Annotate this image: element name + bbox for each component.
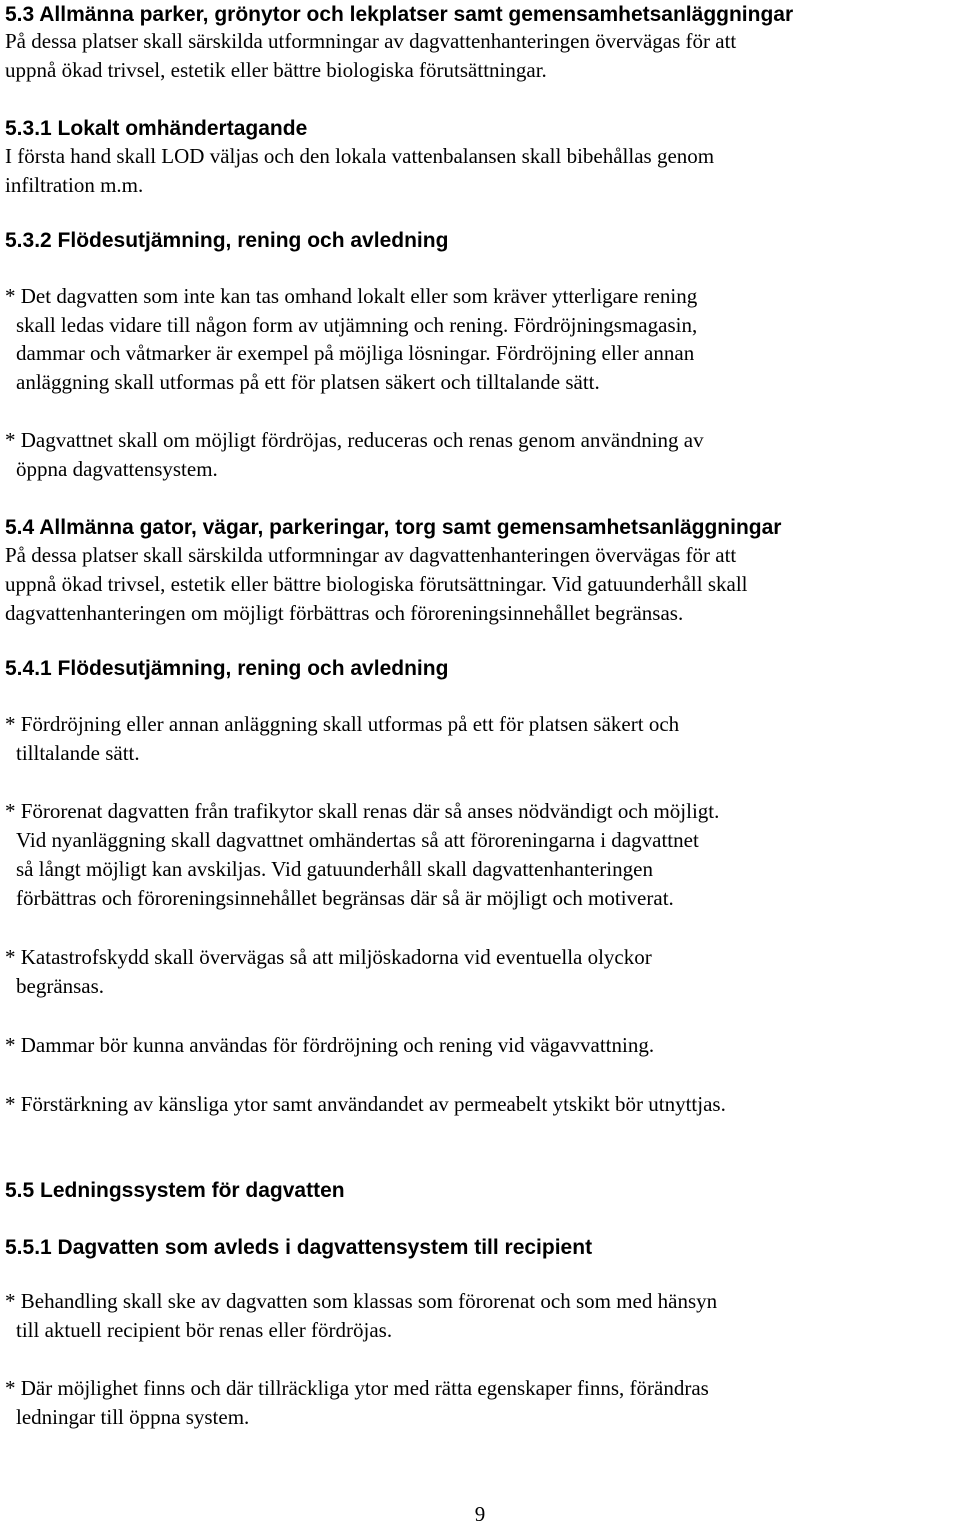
bullet-line: till aktuell recipient bör renas eller fördröjas. [16, 1318, 393, 1342]
bullet-line: dammar och våtmarker är exempel på möjliga lösningar. Fördröjning eller annan [16, 341, 695, 365]
paragraph-line: uppnå ökad trivsel, estetik eller bättre biologiska förutsättningar. Vid gatuunderhåll skall [5, 572, 748, 596]
bullet-line: förbättras och föroreningsinnehållet begränsas där så är möjligt och motiverat. [16, 886, 674, 910]
bullet-line: * Dammar bör kunna användas för fördröjning och rening vid vägavvattning. [5, 1033, 655, 1057]
paragraph-line: infiltration m.m. [5, 173, 144, 197]
paragraph-line: uppnå ökad trivsel, estetik eller bättre biologiska förutsättningar. [5, 58, 547, 82]
bullet-line: * Fördröjning eller annan anläggning skall utformas på ett för platsen säkert och [5, 712, 680, 736]
bullet-line: * Förstärkning av känsliga ytor samt användandet av permeabelt ytskikt bör utnyttjas. [5, 1092, 726, 1116]
paragraph-line: På dessa platser skall särskilda utformningar av dagvattenhanteringen övervägas för att [5, 29, 737, 53]
bullet-line: * Dagvattnet skall om möjligt fördröjas, reduceras och renas genom användning av [5, 428, 704, 452]
bullet-line: ledningar till öppna system. [16, 1405, 250, 1429]
bullet-line: Vid nyanläggning skall dagvattnet omhändertas så att föroreningarna i dagvattnet [16, 828, 699, 852]
bullet-line: * Katastrofskydd skall övervägas så att miljöskadorna vid eventuella olyckor [5, 945, 652, 969]
bullet-line: * Där möjlighet finns och där tillräckliga ytor med rätta egenskaper finns, förändras [5, 1376, 709, 1400]
bullet-line: öppna dagvattensystem. [16, 457, 218, 481]
section-5-4-1-heading: 5.4.1 Flödesutjämning, rening och avledning [5, 657, 449, 680]
bullet-line: * Förorenat dagvatten från trafikytor skall renas där så anses nödvändigt och möjligt. [5, 799, 720, 823]
section-5-3-1-heading: 5.3.1 Lokalt omhändertagande [5, 117, 308, 140]
bullet-line: tilltalande sätt. [16, 741, 140, 765]
page-number: 9 [474, 1502, 486, 1526]
bullet-line: * Det dagvatten som inte kan tas omhand lokalt eller som kräver ytterligare rening [5, 284, 698, 308]
section-5-5-1-heading: 5.5.1 Dagvatten som avleds i dagvattensystem till recipient [5, 1236, 593, 1259]
bullet-line: anläggning skall utformas på ett för platsen säkert och tilltalande sätt. [16, 370, 600, 394]
bullet-line: så långt möjligt kan avskiljas. Vid gatuunderhåll skall dagvattenhanteringen [16, 857, 653, 881]
section-5-4-heading: 5.4 Allmänna gator, vägar, parkeringar, torg samt gemensamhetsanläggningar [5, 516, 782, 539]
section-5-5-heading: 5.5 Ledningssystem för dagvatten [5, 1179, 345, 1202]
bullet-line: skall ledas vidare till någon form av utjämning och rening. Fördröjningsmagasin, [16, 313, 698, 337]
bullet-line: begränsas. [16, 974, 105, 998]
bullet-line: * Behandling skall ske av dagvatten som klassas som förorenat och som med hänsyn [5, 1289, 718, 1313]
section-5-3-2-heading: 5.3.2 Flödesutjämning, rening och avledning [5, 229, 449, 252]
section-5-3-heading: 5.3 Allmänna parker, grönytor och lekplatser samt gemensamhetsanläggningar [5, 3, 794, 26]
paragraph-line: På dessa platser skall särskilda utformningar av dagvattenhanteringen övervägas för att [5, 543, 737, 567]
paragraph-line: dagvattenhanteringen om möjligt förbättras och föroreningsinnehållet begränsas. [5, 601, 684, 625]
paragraph-line: I första hand skall LOD väljas och den lokala vattenbalansen skall bibehållas genom [5, 144, 715, 168]
